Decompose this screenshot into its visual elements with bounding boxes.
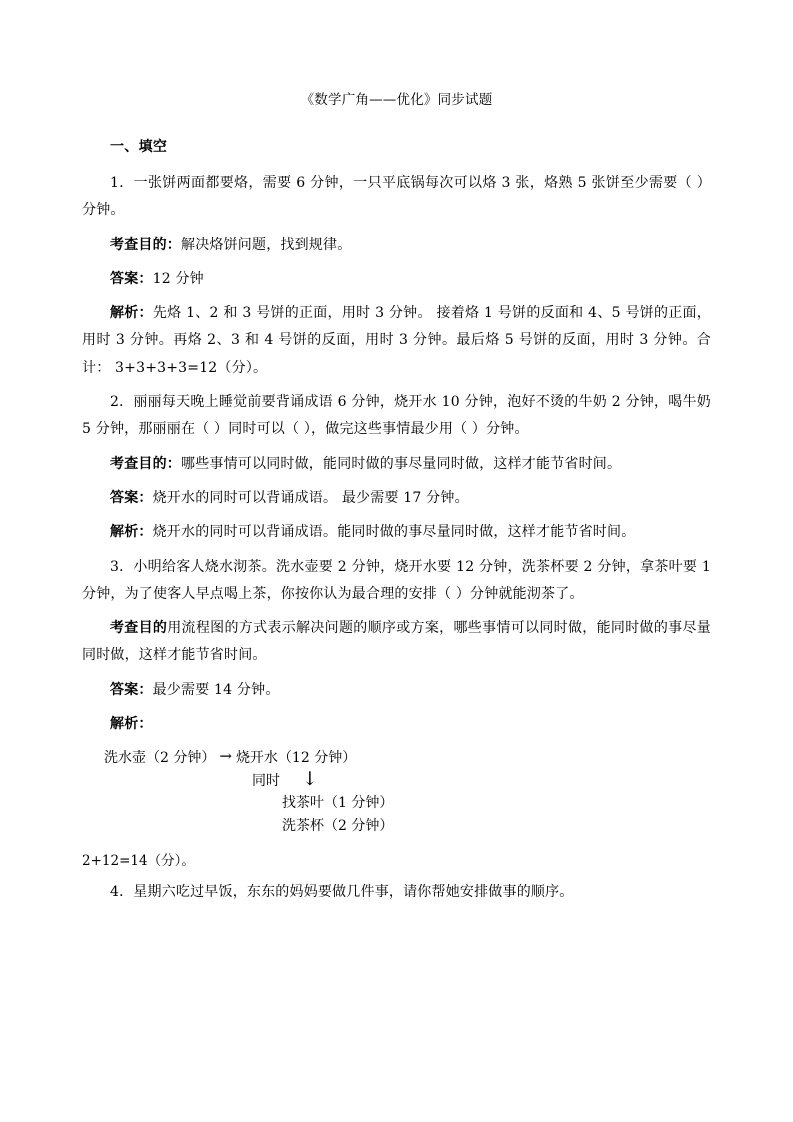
purpose-label: 考查目的：	[110, 455, 181, 472]
question-1-stem: 1．一张饼两面都要烙，需要 6 分钟，一只平底锅每次可以烙 3 张，烙熟 5 张饼至少需要（ ）分钟。	[82, 175, 711, 219]
question-2-answer	[82, 485, 711, 512]
flow-step-wash-kettle: 洗水壶（2 分钟）	[104, 750, 216, 767]
answer-label: 答案：	[110, 489, 153, 506]
question-1-answer	[82, 266, 711, 293]
question-2-analysis	[82, 519, 711, 546]
flow-step-wash-cups: 洗茶杯（2 分钟）	[282, 817, 394, 834]
analysis-label: 解析：	[110, 716, 153, 733]
purpose-label: 考查目的：	[110, 236, 181, 253]
question-3-answer	[82, 677, 711, 704]
section-heading-fill-in-blank: 一、填空	[110, 139, 168, 155]
flow-row-first	[104, 745, 711, 769]
purpose-text: 用流程图的方式表示解决问题的顺序或方案，哪些事情可以同时做，能同时做的事尽量同时做，这样才能节省时间。	[82, 620, 711, 664]
question-3-purpose	[82, 615, 711, 670]
answer-text: 最少需要 14 分钟。	[152, 681, 280, 698]
flow-step-get-tea-leaves: 找茶叶（1 分钟）	[282, 795, 394, 812]
answer-text: 12 分钟	[152, 270, 204, 287]
question-1-purpose	[82, 232, 711, 259]
purpose-text: 哪些事情可以同时做，能同时做的事尽量同时做，这样才能节省时间。	[181, 455, 622, 472]
answer-text: 烧开水的同时可以背诵成语。 最少需要 17 分钟。	[152, 489, 469, 506]
analysis-text: 烧开水的同时可以背诵成语。能同时做的事尽量同时做，这样才能节省时间。	[152, 524, 636, 541]
flow-diagram	[82, 745, 711, 837]
flow-step-boil-water: 烧开水（12 分钟）	[235, 750, 357, 767]
question-1-analysis	[82, 300, 711, 382]
question-3-stem: 3．小明给客人烧水沏茶。洗水壶要 2 分钟，烧开水要 12 分钟，洗茶杯要 2 分钟，拿茶叶要 1 分钟，为了使客人早点喝上茶，你按你认为最合理的安排（ ）分钟就能沏茶了。	[82, 558, 711, 602]
answer-label: 答案：	[110, 270, 153, 287]
question-3-analysis-label	[82, 711, 711, 738]
purpose-text: 解决烙饼问题，找到规律。	[181, 236, 352, 253]
arrow-down-icon: ↓	[302, 767, 318, 790]
analysis-text: 先烙 1、2 和 3 号饼的正面，用时 3 分钟。 接着烙 1 号饼的反面和 4、5 号饼的正面，用时 3 分钟。再烙 2、3 和 4 号饼的反面，用时 3 分钟。最后烙 5 号饼的反面，用时 3 分钟。合计： 3+3+3+3=12（分）。	[82, 305, 711, 376]
question-3-equation: 2+12=14（分）。	[82, 852, 195, 869]
analysis-label: 解析：	[110, 305, 153, 322]
analysis-label: 解析：	[110, 524, 153, 541]
question-2-stem: 2．丽丽每天晚上睡觉前要背诵成语 6 分钟，烧开水 10 分钟，泡好不烫的牛奶 2 分钟，喝牛奶 5 分钟，那丽丽在（ ）同时可以（ ），做完这些事情最少用（ ）分钟。	[82, 394, 711, 438]
arrow-right-icon: →	[219, 747, 232, 766]
question-4-stem: 4．星期六吃过早饭，东东的妈妈要做几件事，请你帮她安排做事的顺序。	[110, 883, 574, 900]
answer-label: 答案：	[110, 681, 153, 698]
flow-row-same-time	[252, 767, 711, 792]
flow-label-same-time: 同时	[252, 772, 280, 789]
question-2-purpose	[82, 451, 711, 478]
page-title: 《数学广角——优化》同步试题	[300, 92, 493, 108]
purpose-label: 考查目的	[110, 620, 168, 637]
